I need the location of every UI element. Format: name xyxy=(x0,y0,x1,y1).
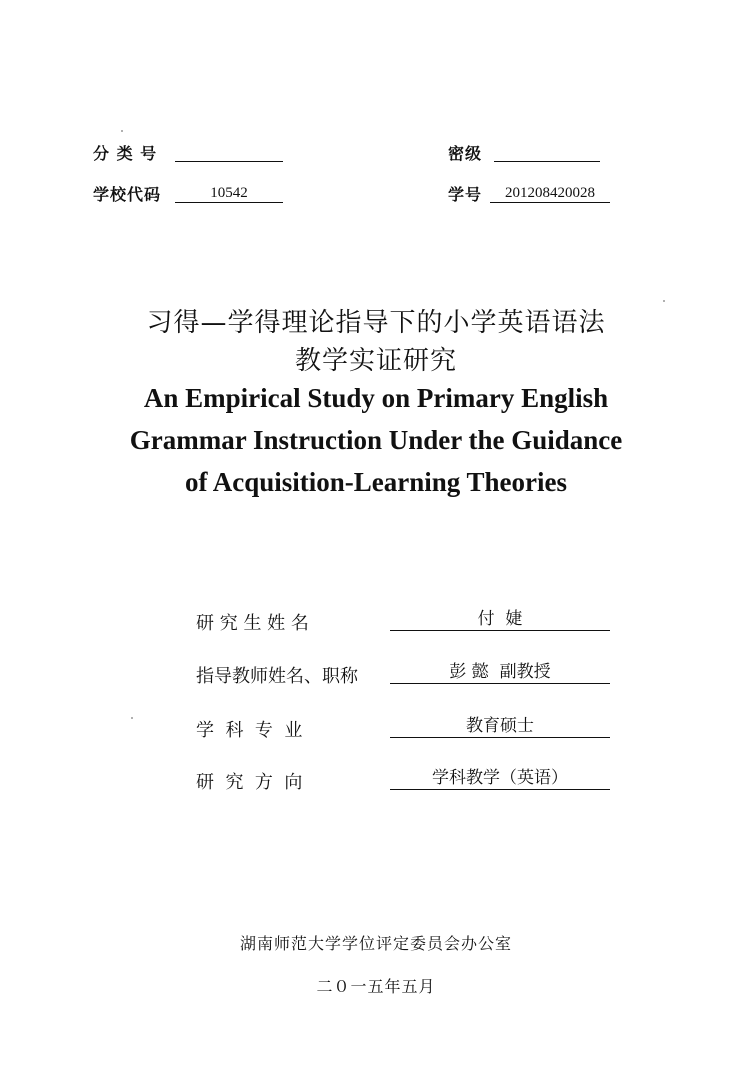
secret-level-value xyxy=(494,143,600,162)
student-name-value: 付 婕 xyxy=(390,608,610,631)
title-cn-line1: 习得—学得理论指导下的小学英语语法 xyxy=(146,308,606,338)
secret-level-label: 密级 xyxy=(448,144,483,163)
institution-name: 湖南师范大学学位评定委员会办公室 xyxy=(239,934,512,953)
direction-label: 研 究 方 向 xyxy=(196,772,303,793)
student-id-label: 学号 xyxy=(448,185,483,204)
classification-label: 分 类 号 xyxy=(93,144,158,163)
title-cn-line2: 教学实证研究 xyxy=(294,346,457,376)
major-label: 学 科 专 业 xyxy=(196,720,303,741)
school-code-value: 10542 xyxy=(175,184,283,203)
advisor-value: 彭 懿 副教授 xyxy=(390,661,610,684)
student-id-value: 201208420028 xyxy=(490,184,610,203)
student-name-label: 研 究 生 姓 名 xyxy=(196,613,309,634)
major-value: 教育硕士 xyxy=(390,715,610,738)
title-en-line2: Grammar Instruction Under the Guidance xyxy=(129,425,623,455)
scan-speck xyxy=(121,130,123,132)
classification-value xyxy=(175,143,283,162)
title-en-line1: An Empirical Study on Primary English xyxy=(143,383,609,413)
school-code-label: 学校代码 xyxy=(93,185,162,204)
scan-speck xyxy=(131,717,133,719)
scan-speck xyxy=(663,300,665,302)
advisor-label: 指导教师姓名、职称 xyxy=(196,666,358,687)
title-en-line3: of Acquisition-Learning Theories xyxy=(184,467,568,497)
date-line: 二０一五年五月 xyxy=(316,977,436,996)
direction-value: 学科教学（英语） xyxy=(390,767,610,790)
